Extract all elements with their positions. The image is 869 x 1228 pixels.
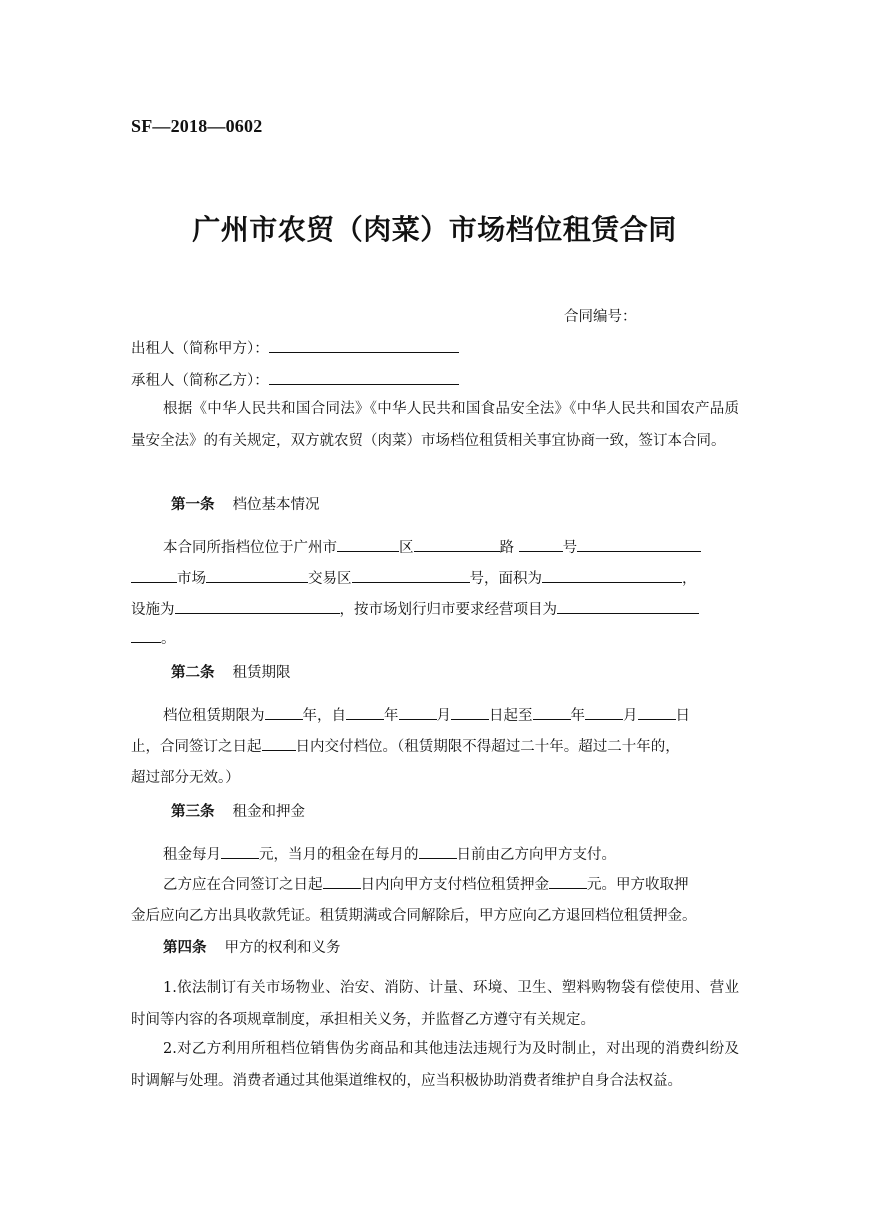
- lease-term-label: 档位租赁期限为: [163, 708, 265, 724]
- area-blank[interactable]: [542, 567, 682, 583]
- deposit-amount-blank[interactable]: [549, 873, 587, 889]
- article-1-number: 第一条: [171, 497, 215, 513]
- handover-days-blank[interactable]: [262, 735, 296, 751]
- article-2-line-3: 超过部分无效。）: [131, 770, 240, 786]
- article-1-title: 档位基本情况: [232, 497, 320, 513]
- article-1-line-4: [131, 627, 176, 648]
- month-label-2: 月: [623, 708, 638, 724]
- start-day-blank[interactable]: [451, 704, 489, 720]
- article-3-heading: [171, 800, 305, 821]
- start-month-blank[interactable]: [399, 704, 437, 720]
- end-day-blank[interactable]: [638, 704, 676, 720]
- number-label: 号: [562, 540, 578, 556]
- market-name-blank[interactable]: [131, 567, 177, 583]
- article-3-line-2: [163, 873, 689, 894]
- day-label-2: 日: [675, 708, 690, 724]
- trade-zone-blank[interactable]: [206, 567, 308, 583]
- period: 。: [161, 631, 176, 647]
- district-label: 区: [399, 540, 414, 556]
- district-blank[interactable]: [337, 536, 399, 552]
- monthly-rent-blank[interactable]: [221, 843, 259, 859]
- article-1-line-1: [163, 536, 701, 557]
- article-3-number: 第三条: [171, 804, 215, 820]
- years-from-label: 年，自: [302, 708, 346, 724]
- article-1-line-2: [131, 567, 697, 588]
- day-to-label: 日起至: [489, 708, 533, 724]
- month-label: 月: [436, 708, 451, 724]
- trade-zone-label: 交易区: [308, 571, 352, 587]
- rent-payment-text: 日前由乙方向甲方支付。: [456, 847, 616, 863]
- article-2-line-1: [163, 704, 690, 725]
- rent-due-label: 元，当月的租金在每月的: [259, 847, 419, 863]
- monthly-rent-label: 租金每月: [163, 847, 221, 863]
- start-year-blank[interactable]: [346, 704, 384, 720]
- article-4-number: 第四条: [163, 940, 207, 956]
- handover-label: 止，合同签订之日起: [131, 739, 262, 755]
- number-blank[interactable]: [519, 536, 563, 552]
- article-4-item-2: 2.对乙方利用所租档位销售伪劣商品和其他违法违规行为及时制止，对出现的消费纠纷及时调解与处理。消费者通过其他渠道维权的，应当积极协助消费者维护自身合法权益。: [131, 1041, 739, 1089]
- article-2-heading: [171, 661, 291, 682]
- location-city-label: 本合同所指档位位于广州市: [163, 540, 337, 556]
- lessee-label: 承租人（简称乙方）：: [131, 373, 269, 389]
- document-code: SF—2018—0602: [131, 116, 263, 136]
- lessee-blank[interactable]: [269, 369, 459, 385]
- business-item-blank-cont[interactable]: [131, 627, 161, 643]
- lessor-line: [131, 337, 459, 358]
- deposit-days-label: 乙方应在合同签订之日起: [163, 877, 323, 893]
- handover-text: 日内交付档位。（租赁期限不得超过二十年。超过二十年的，: [295, 739, 680, 755]
- address-extra-blank[interactable]: [577, 536, 701, 552]
- area-label: 号，面积为: [469, 571, 542, 587]
- article-4-heading: [163, 936, 341, 957]
- market-label: 市场: [177, 571, 206, 587]
- lessor-blank[interactable]: [269, 337, 459, 353]
- article-1-heading: [171, 493, 320, 514]
- article-2-line-2: [131, 735, 680, 756]
- facilities-blank[interactable]: [175, 598, 340, 614]
- contract-number-label: 合同编号：: [564, 309, 637, 325]
- road-label: 路: [499, 540, 514, 556]
- business-item-label: ，按市场划行归市要求经营项目为: [339, 602, 557, 618]
- lessor-label: 出租人（简称甲方）：: [131, 341, 269, 357]
- road-blank[interactable]: [414, 536, 500, 552]
- facilities-label: 设施为: [131, 602, 175, 618]
- end-year-blank[interactable]: [533, 704, 571, 720]
- article-1-line-3: [131, 598, 699, 619]
- article-3-line-1: [163, 843, 616, 864]
- article-4-item-1: 1.依法制订有关市场物业、治安、消防、计量、环境、卫生、塑料购物袋有偿使用、营业时间等内容的各项规章制度，承担相关义务，并监督乙方遵守有关规定。: [131, 980, 739, 1028]
- deposit-receipt-text: 元。甲方收取押: [587, 877, 689, 893]
- article-2-title: 租赁期限: [232, 665, 291, 681]
- rent-due-day-blank[interactable]: [419, 843, 457, 859]
- article-4-title: 甲方的权利和义务: [224, 940, 341, 956]
- business-item-blank[interactable]: [557, 598, 699, 614]
- year-label: 年: [384, 708, 399, 724]
- term-years-blank[interactable]: [265, 704, 303, 720]
- deposit-days-blank[interactable]: [323, 873, 361, 889]
- article-3-line-3: 金后应向乙方出具收款凭证。租赁期满或合同解除后，甲方应向乙方退回档位租赁押金。: [131, 908, 697, 924]
- comma: ，: [682, 571, 697, 587]
- deposit-amount-label: 日内向甲方支付档位租赁押金: [360, 877, 549, 893]
- stall-number-blank[interactable]: [352, 567, 470, 583]
- article-3-title: 租金和押金: [232, 804, 305, 820]
- end-month-blank[interactable]: [585, 704, 623, 720]
- article-2-number: 第二条: [171, 665, 215, 681]
- year-label-2: 年: [570, 708, 585, 724]
- lessee-line: [131, 369, 459, 390]
- page-title: 广州市农贸（肉菜）市场档位租赁合同: [192, 213, 677, 246]
- intro-paragraph: 根据《中华人民共和国合同法》《中华人民共和国食品安全法》《中华人民共和国农产品质量安全法》的有关规定，双方就农贸（肉菜）市场档位租赁相关事宜协商一致，签订本合同。: [131, 401, 739, 449]
